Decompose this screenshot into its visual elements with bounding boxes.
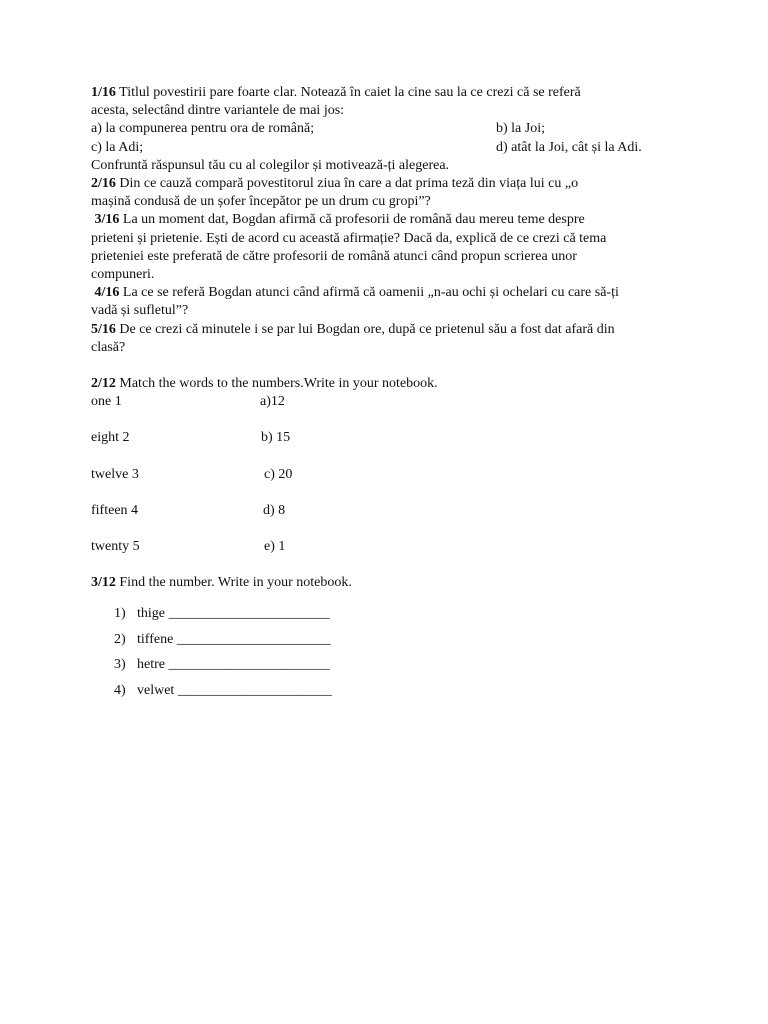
question-1-options-cd — [91, 139, 691, 157]
question-text: De ce crezi că minutele i se par lui Bogdan ore, după ce prietenul său a fost dat afară din — [115, 321, 615, 337]
question-number: 2/16 — [91, 175, 116, 191]
option-c: c) la Adi; — [91, 139, 144, 155]
question-5-line-2: clasă? — [91, 339, 126, 355]
match-word: eight 2 — [91, 430, 130, 446]
match-word: fifteen 4 — [91, 502, 139, 518]
list-item — [91, 605, 691, 631]
question-number: 3/16 — [94, 212, 120, 228]
list-text: thige _______________________ — [137, 606, 330, 622]
match-word: twenty 5 — [91, 538, 140, 554]
find-instruction — [91, 574, 691, 592]
question-number: 5/16 — [91, 321, 116, 337]
list-number: 4) — [114, 682, 126, 698]
section-spacer — [91, 357, 691, 375]
question-text: La ce se referă Bogdan atunci când afirmă că oamenii „n-au ochi și ochelari cu care să-ți — [119, 285, 619, 301]
list-number: 2) — [114, 631, 126, 647]
exercise-text: Match the words to the numbers.Write in your notebook. — [115, 376, 438, 392]
row-spacer — [91, 448, 691, 466]
match-option: a)12 — [260, 394, 285, 410]
question-3-line-3: prieteniei este preferată de către profesorii de română atunci când propun scrierea unor — [91, 248, 577, 264]
question-1-line-1 — [91, 84, 691, 102]
match-option: e) 1 — [264, 538, 286, 554]
question-text: Titlul povestirii pare foarte clar. Notează în caiet la cine sau la ce crezi că se referă — [115, 85, 581, 100]
question-4-line-1 — [91, 284, 691, 302]
match-row — [91, 429, 691, 447]
question-1-line-2: acesta, selectând dintre variantele de mai jos: — [91, 103, 345, 119]
question-text: Din ce cauză compară povestitorul ziua în care a dat prima teză din viața lui cu „o — [115, 175, 579, 191]
match-option: b) 15 — [261, 430, 291, 446]
match-row — [91, 466, 691, 484]
question-number: 4/16 — [94, 285, 120, 301]
exercise-number: 2/12 — [91, 376, 116, 392]
list-item — [91, 631, 691, 657]
question-text: La un moment dat, Bogdan afirmă că profesorii de română dau mereu teme despre — [119, 212, 585, 228]
question-number: 1/16 — [91, 85, 116, 100]
question-5-line-1 — [91, 321, 691, 339]
list-text: hetre _______________________ — [137, 657, 330, 673]
question-4-line-2: vadă și sufletul”? — [91, 303, 189, 319]
exercise-text: Find the number. Write in your notebook. — [115, 575, 352, 591]
question-3-line-4: compuneri. — [91, 267, 155, 282]
question-1-options-ab — [91, 120, 691, 138]
row-spacer — [91, 484, 691, 502]
match-row — [91, 393, 691, 411]
question-2-line-1 — [91, 175, 691, 193]
row-spacer — [91, 520, 691, 538]
question-2-line-2: mașină condusă de un șofer începător pe un drum cu gropi”? — [91, 194, 431, 210]
list-text: tiffene ______________________ — [137, 631, 331, 647]
question-1-followup: Confruntă răspunsul tău cu al colegilor și motivează-ți alegerea. — [91, 157, 450, 173]
question-3-line-1 — [91, 211, 691, 229]
match-option: c) 20 — [264, 466, 293, 482]
list-number: 1) — [114, 606, 126, 622]
question-3-line-2: prieteni și prietenie. Ești de acord cu această afirmație? Dacă da, explică de ce crezi că tema — [91, 230, 607, 246]
option-b: b) la Joi; — [496, 121, 545, 137]
list-item — [91, 682, 691, 708]
list-number: 3) — [114, 657, 126, 673]
match-instruction — [91, 375, 691, 393]
match-word: one 1 — [91, 394, 122, 410]
section-spacer — [91, 556, 691, 574]
match-word: twelve 3 — [91, 466, 139, 482]
option-d: d) atât la Joi, cât și la Adi. — [496, 139, 642, 155]
list-text: velwet ______________________ — [137, 682, 332, 698]
list-item — [91, 656, 691, 682]
find-list — [91, 605, 691, 707]
match-row — [91, 502, 691, 520]
row-spacer — [91, 411, 691, 429]
match-row — [91, 538, 691, 556]
worksheet-text — [91, 84, 691, 707]
match-option: d) 8 — [263, 502, 286, 518]
option-a: a) la compunerea pentru ora de română; — [91, 121, 315, 137]
exercise-number: 3/12 — [91, 575, 116, 591]
